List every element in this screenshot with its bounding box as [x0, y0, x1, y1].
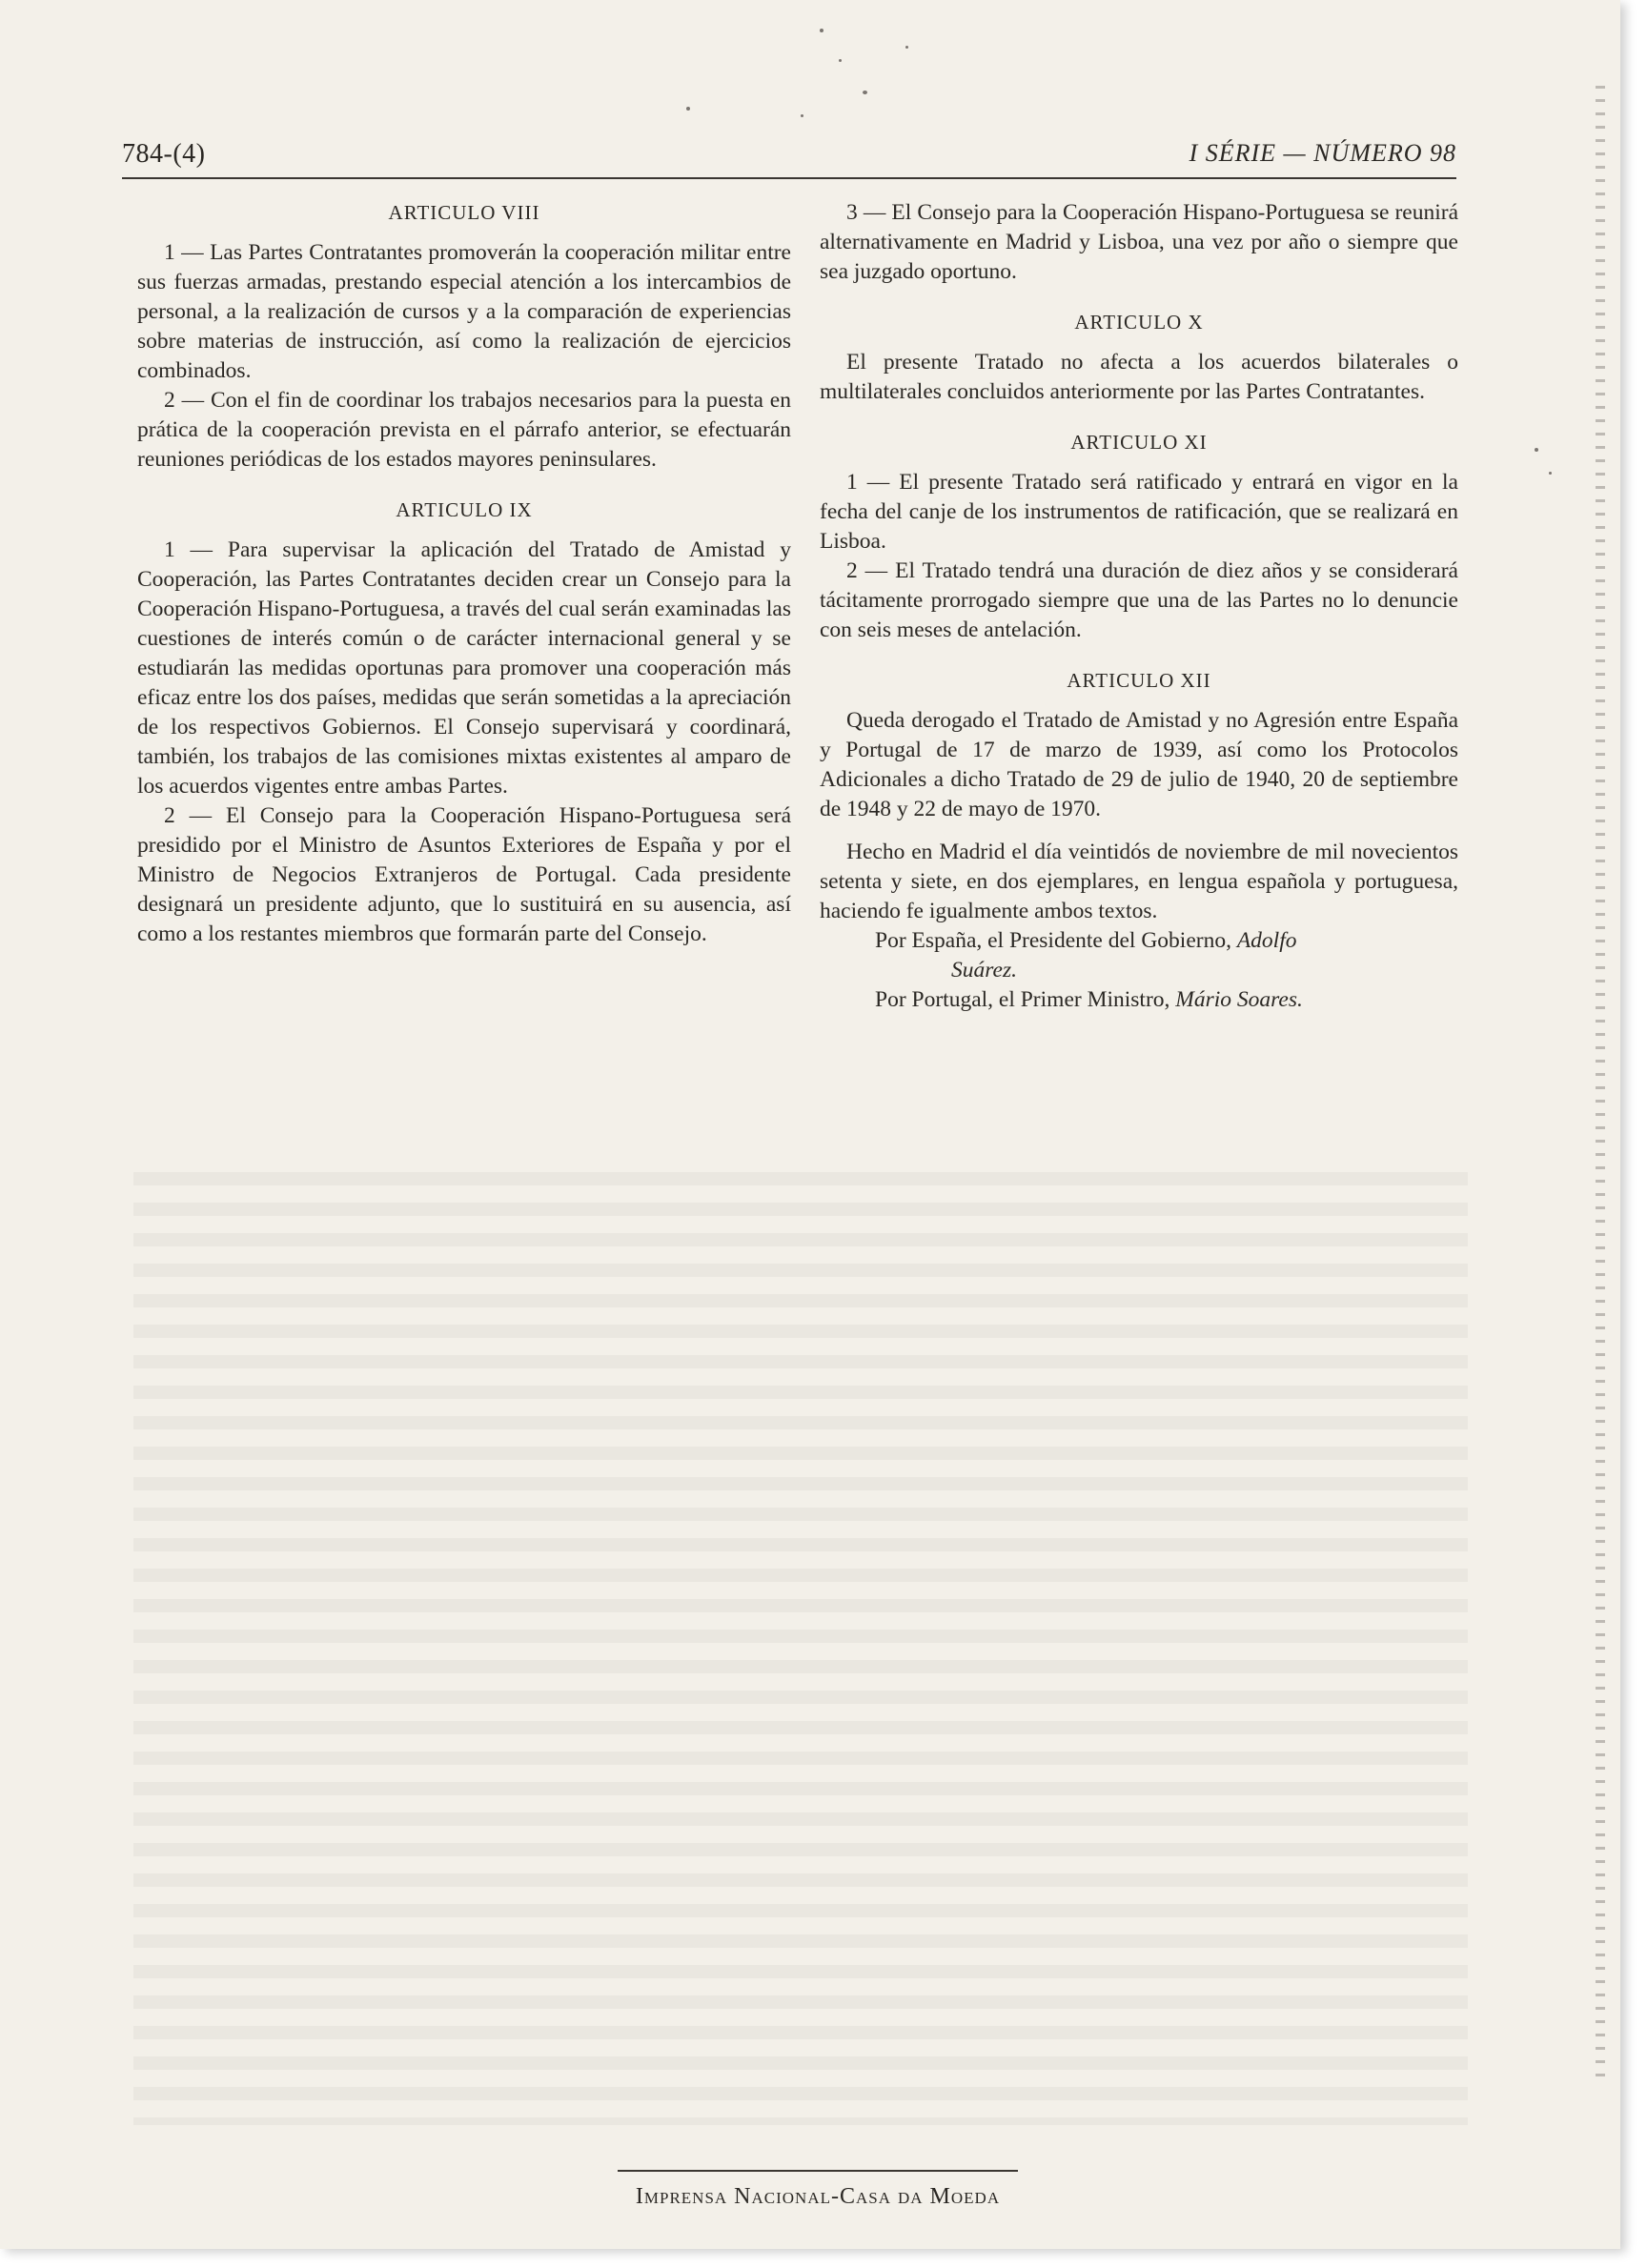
ink-speck [839, 59, 842, 62]
article-11-title: ARTICULO XI [1070, 431, 1208, 454]
article-12-title: ARTICULO XII [1067, 669, 1211, 692]
left-column [137, 198, 791, 949]
signature-portugal [820, 985, 1458, 1015]
signature-spain-surname: Suárez. [951, 958, 1017, 982]
article-8-title: ARTICULO VIII [388, 201, 540, 224]
ink-speck [686, 107, 690, 111]
article-9-title: ARTICULO IX [396, 498, 533, 521]
closing-paragraph: Hecho en Madrid el día veintidós de noviembre de mil novecientos setenta y siete, en dos ejemplares, en lengua española y portuguesa, haciendo fe igualmente ambos textos. [820, 840, 1458, 923]
article-9-paragraph-1: 1 — Para supervisar la aplicación del Tratado de Amistad y Cooperación, las Partes Contratantes deciden crear un Consejo para la Cooperación Hispano-Portuguesa, a través del cual serán examinadas las cuestiones de interés común o de carácter internacional general y se estudiarán las medidas oportunas para promover una cooperación más eficaz entre los dos países, medidas que serán sometidas a la apreciación de los respectivos Gobiernos. El Consejo supervisará y coordinará, también, los trabajos de las comisiones mixtas existentes al amparo de los acuerdos vigentes entre ambas Partes. [137, 537, 791, 799]
spacer [820, 287, 1458, 308]
right-column [820, 198, 1458, 1015]
spacer [820, 407, 1458, 428]
article-9-paragraph-3: 3 — El Consejo para la Cooperación Hispano-Portuguesa se reunirá alternativamente en Madrid y Lisboa, una vez por año o siempre que sea juzgado oportuno. [820, 200, 1458, 284]
ink-speck [1549, 472, 1552, 475]
article-10-paragraph-1: El presente Tratado no afecta a los acuerdos bilaterales o multilaterales concluidos anteriormente por las Partes Contratantes. [820, 350, 1458, 404]
ink-speck [820, 29, 824, 32]
signature-portugal-prefix: Por Portugal, el Primer Ministro, [875, 987, 1170, 1012]
header-rule [122, 177, 1456, 179]
ink-speck [863, 91, 867, 94]
signature-spain-prefix: Por España, el Presidente del Gobierno, [875, 928, 1231, 953]
footer-rule [618, 2170, 1018, 2172]
article-8-paragraph-2: 2 — Con el fin de coordinar los trabajos necesarios para la puesta en prática de la cooperación prevista en el párrafo anterior, se efectuarán reuniones periódicas de los estados mayores peninsulares. [137, 388, 791, 472]
article-8-paragraph-1: 1 — Las Partes Contratantes promoverán la cooperación militar entre sus fuerzas armadas, prestando especial atención a los intercambios de personal, a la realización de cursos y a la comparación de experiencias sobre materias de instrucción, así como la realización de ejercicios combinados. [137, 240, 791, 383]
article-11-paragraph-1: 1 — El presente Tratado será ratificado y entrará en vigor en la fecha del canje de los instrumentos de ratificación, que se realizará en Lisboa. [820, 470, 1458, 554]
signature-portugal-name: Mário Soares. [1175, 987, 1303, 1012]
bleed-through-texture [133, 1172, 1468, 2125]
article-11-paragraph-2: 2 — El Tratado tendrá una duración de diez años y se considerará tácitamente prorrogado siempre que una de las Partes no lo denuncie con seis meses de antelación. [820, 558, 1458, 642]
spacer [820, 824, 1458, 838]
page-number: 784-(4) [122, 139, 206, 169]
page-header [122, 139, 1456, 173]
spacer [137, 475, 791, 496]
article-9-paragraph-2: 2 — El Consejo para la Cooperación Hispano-Portuguesa será presidido por el Ministro de Asuntos Exteriores de España y por el Ministro de Negocios Extranjeros de Portugal. Cada presidente designará un presidente adjunto, que lo sustituirá en su ausencia, así como a los restantes miembros que formarán parte del Consejo. [137, 803, 791, 946]
article-12-paragraph-1: Queda derogado el Tratado de Amistad y no Agresión entre España y Portugal de 17 de marzo de 1939, así como los Protocolos Adicionales a dicho Tratado de 29 de julio de 1940, 20 de septiembre de 1948 y 22 de mayo de 1970. [820, 708, 1458, 821]
signature-spain [820, 926, 1458, 956]
signature-spain-name: Adolfo [1236, 928, 1297, 953]
ink-speck [905, 46, 908, 49]
ink-speck [1535, 448, 1538, 452]
article-10-title: ARTICULO X [1074, 311, 1204, 334]
series-number: I SÉRIE — NÚMERO 98 [1189, 139, 1456, 167]
spacer [820, 645, 1458, 666]
perforation-edge [1596, 86, 1605, 2087]
ink-speck [801, 114, 803, 117]
footer-imprint: Imprensa Nacional-Casa da Moeda [635, 2184, 1001, 2209]
